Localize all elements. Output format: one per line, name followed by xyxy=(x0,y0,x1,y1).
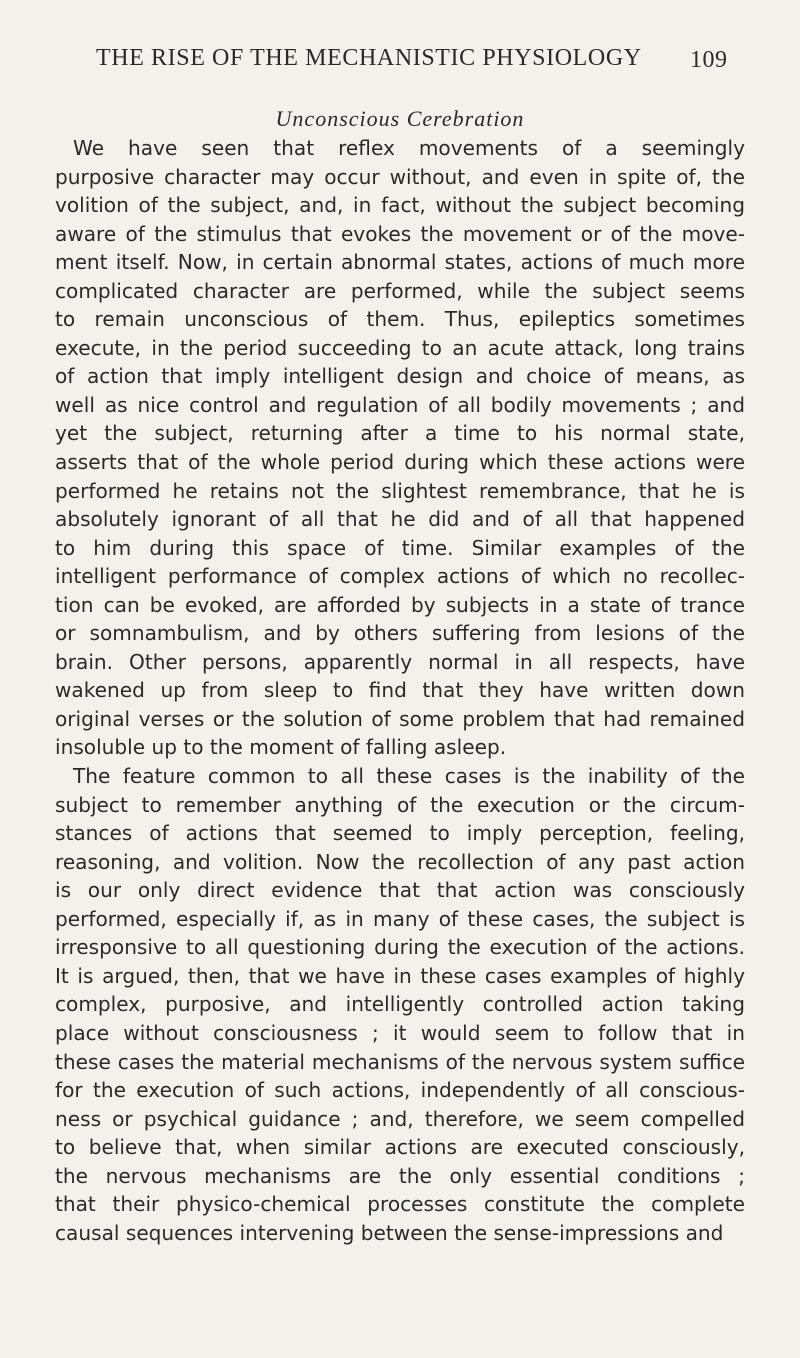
text-line: to him during this space of time. Similar examples of the xyxy=(55,535,745,560)
text-line: subject to remember anything of the execution or the circum- xyxy=(55,792,745,817)
text-line: is our only direct evidence that that action was consciously xyxy=(55,878,745,903)
text-line: performed he retains not the slightest remembrance, that he is xyxy=(55,478,745,503)
text-line: complex, purposive, and intelligently controlled action taking xyxy=(55,992,745,1017)
text-line: of action that imply intelligent design and choice of means, as xyxy=(55,364,745,389)
text-line: performed, especially if, as in many of these cases, the subject is xyxy=(55,906,745,931)
text-line: original verses or the solution of some problem that had remained xyxy=(55,706,745,731)
text-line: that their physico-chemical processes constitute the complete xyxy=(55,1192,745,1217)
text-line: for the execution of such actions, independently of all conscious- xyxy=(55,1078,745,1103)
text-line: The feature common to all these cases is the inability of the xyxy=(73,764,745,789)
running-head: THE RISE OF THE MECHANISTIC PHYSIOLOGY xyxy=(96,45,642,71)
text-line: wakened up from sleep to find that they have written down xyxy=(55,678,745,703)
text-line: reasoning, and volition. Now the recollection of any past action xyxy=(55,849,745,874)
section-title: Unconscious Cerebration xyxy=(275,106,525,131)
text-line: aware of the stimulus that evokes the movement or of the move- xyxy=(55,221,745,246)
text-line: or somnambulism, and by others suffering from lesions of the xyxy=(55,621,745,646)
text-line: these cases the material mechanisms of the nervous system suffice xyxy=(55,1049,745,1074)
text-line: causal sequences intervening between the sense-impressions and xyxy=(55,1220,724,1245)
text-line: place without consciousness ; it would seem to follow that in xyxy=(55,1020,745,1045)
text-line: yet the subject, returning after a time to his normal state, xyxy=(55,421,745,446)
text-line: ment itself. Now, in certain abnormal states, actions of much more xyxy=(55,250,745,275)
text-line: to remain unconscious of them. Thus, epileptics sometimes xyxy=(55,307,745,332)
text-line: to believe that, when similar actions are executed consciously, xyxy=(55,1135,745,1160)
text-line: execute, in the period succeeding to an acute attack, long trains xyxy=(55,335,745,360)
body-text xyxy=(55,134,745,1247)
text-line: ness or psychical guidance ; and, therefore, we seem compelled xyxy=(55,1106,745,1131)
text-line: well as nice control and regulation of all bodily movements ; and xyxy=(55,392,745,417)
text-line: volition of the subject, and, in fact, without the subject becoming xyxy=(55,193,745,218)
text-line: stances of actions that seemed to imply perception, feeling, xyxy=(55,821,745,846)
text-line: asserts that of the whole period during which these actions were xyxy=(55,450,745,475)
text-line: absolutely ignorant of all that he did and of all that happened xyxy=(55,507,745,532)
text-line: irresponsive to all questioning during the execution of the actions. xyxy=(55,935,745,960)
page-number: 109 xyxy=(690,47,728,73)
text-line: complicated character are performed, while the subject seems xyxy=(55,278,745,303)
text-line: We have seen that reflex movements of a seemingly xyxy=(73,136,745,160)
text-line: It is argued, then, that we have in these cases examples of highly xyxy=(55,963,745,988)
text-line: intelligent performance of complex actions of which no recollec- xyxy=(55,564,745,589)
text-line: purposive character may occur without, and even in spite of, the xyxy=(55,164,745,189)
text-line: tion can be evoked, are afforded by subjects in a state of trance xyxy=(55,592,745,617)
text-line: the nervous mechanisms are the only essential conditions ; xyxy=(55,1163,745,1188)
text-line: insoluble up to the moment of falling asleep. xyxy=(55,735,507,760)
text-line: brain. Other persons, apparently normal in all respects, have xyxy=(55,649,745,674)
